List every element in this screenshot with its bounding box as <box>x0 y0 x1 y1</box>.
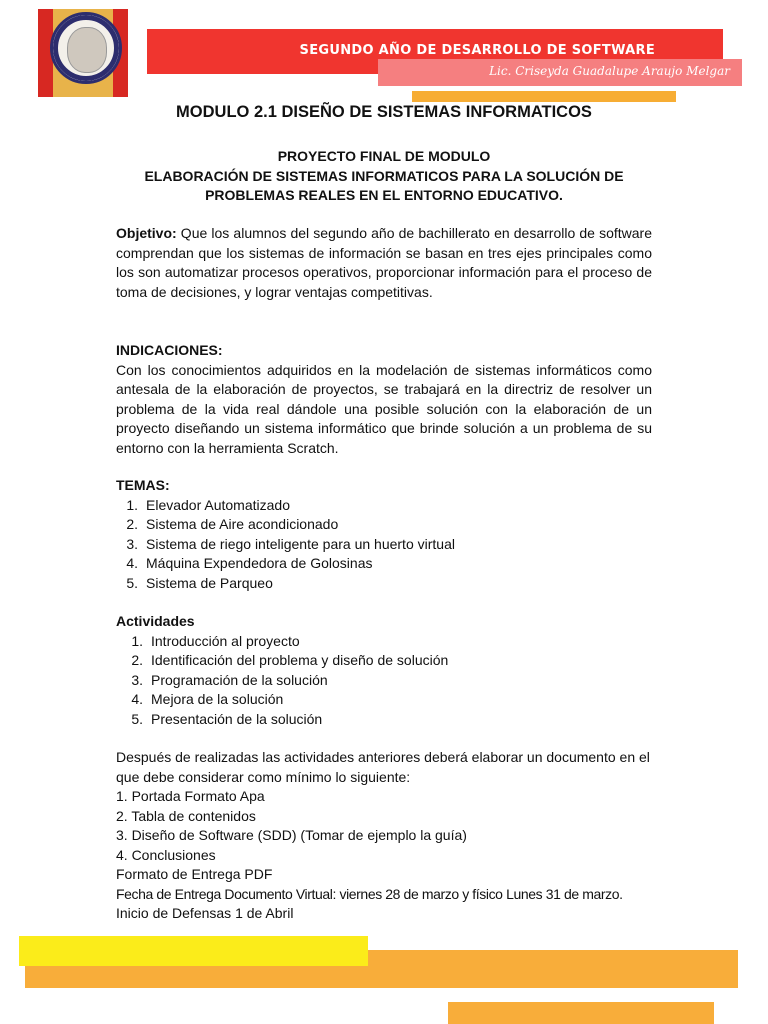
project-line-1: PROYECTO FINAL DE MODULO <box>277 148 491 164</box>
list-item: 5. Sistema de Parqueo <box>126 574 273 591</box>
footer-white-gap <box>25 988 546 1002</box>
topics-list <box>116 496 652 594</box>
requirement-item: 3. Diseño de Software (SDD) (Tomar de ejemplo la guía) <box>116 827 467 843</box>
project-line-3: PROBLEMAS REALES EN EL ENTORNO EDUCATIVO. <box>205 187 563 203</box>
indications-section <box>116 341 652 458</box>
delivery-date: Fecha de Entrega Documento Virtual: viernes 28 de marzo y físico Lunes 31 de marzo. <box>116 885 623 902</box>
list-item: 3. Programación de la solución <box>131 671 328 688</box>
activities-label: Actividades <box>116 613 195 629</box>
project-title <box>0 147 768 206</box>
topics-section <box>116 476 652 593</box>
objective-text: Que los alumnos del segundo año de bachillerato en desarrollo de software comprendan que los sistemas de información se basan en tres ejes principales como los son automatizar procesos operativos, proporcionar información para el proceso de toma de decisiones, y lograr ventajas competitivas. <box>116 225 652 300</box>
list-item: 1. Elevador Automatizado <box>126 496 290 513</box>
objective-label: Objetivo: <box>116 225 177 241</box>
requirement-item: 2. Tabla de contenidos <box>116 807 256 824</box>
requirement-item: 4. Conclusiones <box>116 846 216 863</box>
header-orange-band <box>412 91 676 102</box>
topics-label: TEMAS: <box>116 477 170 493</box>
indications-text: Con los conocimientos adquiridos en la modelación de sistemas informáticos como antesala de la elaboración de proyectos, se trabajará en la directriz de resolver un problema de la vida real dándole una posible solución con la elaboración de un proyecto diseñando un sistema informático que brinde solución a un problema de su entorno con la herramienta Scratch. <box>116 361 652 456</box>
project-line-2: ELABORACIÓN DE SISTEMAS INFORMATICOS PARA LA SOLUCIÓN DE <box>144 167 624 184</box>
requirements-intro: Después de realizadas las actividades anteriores deberá elaborar un documento en el que debe considerar como mínimo lo siguiente: <box>116 749 650 785</box>
teacher-name: Lic. Criseyda Guadalupe Araujo Melgar <box>489 64 730 78</box>
list-item: 5. Presentación de la solución <box>131 710 323 727</box>
list-item: 2. Sistema de Aire acondicionado <box>126 516 339 532</box>
list-item: 1. Introducción al proyecto <box>131 632 300 649</box>
crest-ring <box>53 15 119 81</box>
module-title: MODULO 2.1 DISEÑO DE SISTEMAS INFORMATICOS <box>176 103 592 121</box>
activities-list <box>116 632 652 730</box>
program-title: SEGUNDO AÑO DE DESARROLLO DE SOFTWARE <box>299 43 655 58</box>
objective-paragraph <box>116 224 652 302</box>
list-item: 4. Mejora de la solución <box>131 691 284 707</box>
footer-orange-band-lower <box>448 1002 714 1024</box>
requirement-item: 1. Portada Formato Apa <box>116 788 265 804</box>
indications-label: INDICACIONES: <box>116 342 223 358</box>
activities-section <box>116 612 652 729</box>
defense-date: Inicio de Defensas 1 de Abril <box>116 905 294 921</box>
footer-yellow-band <box>19 936 368 966</box>
delivery-format: Formato de Entrega PDF <box>116 866 273 882</box>
list-item: 2. Identificación del problema y diseño de solución <box>131 652 449 668</box>
list-item: 3. Sistema de riego inteligente para un huerto virtual <box>126 535 455 552</box>
school-crest-icon <box>50 12 122 84</box>
list-item: 4. Máquina Expendedora de Golosinas <box>126 555 373 571</box>
requirements-section <box>116 748 661 924</box>
